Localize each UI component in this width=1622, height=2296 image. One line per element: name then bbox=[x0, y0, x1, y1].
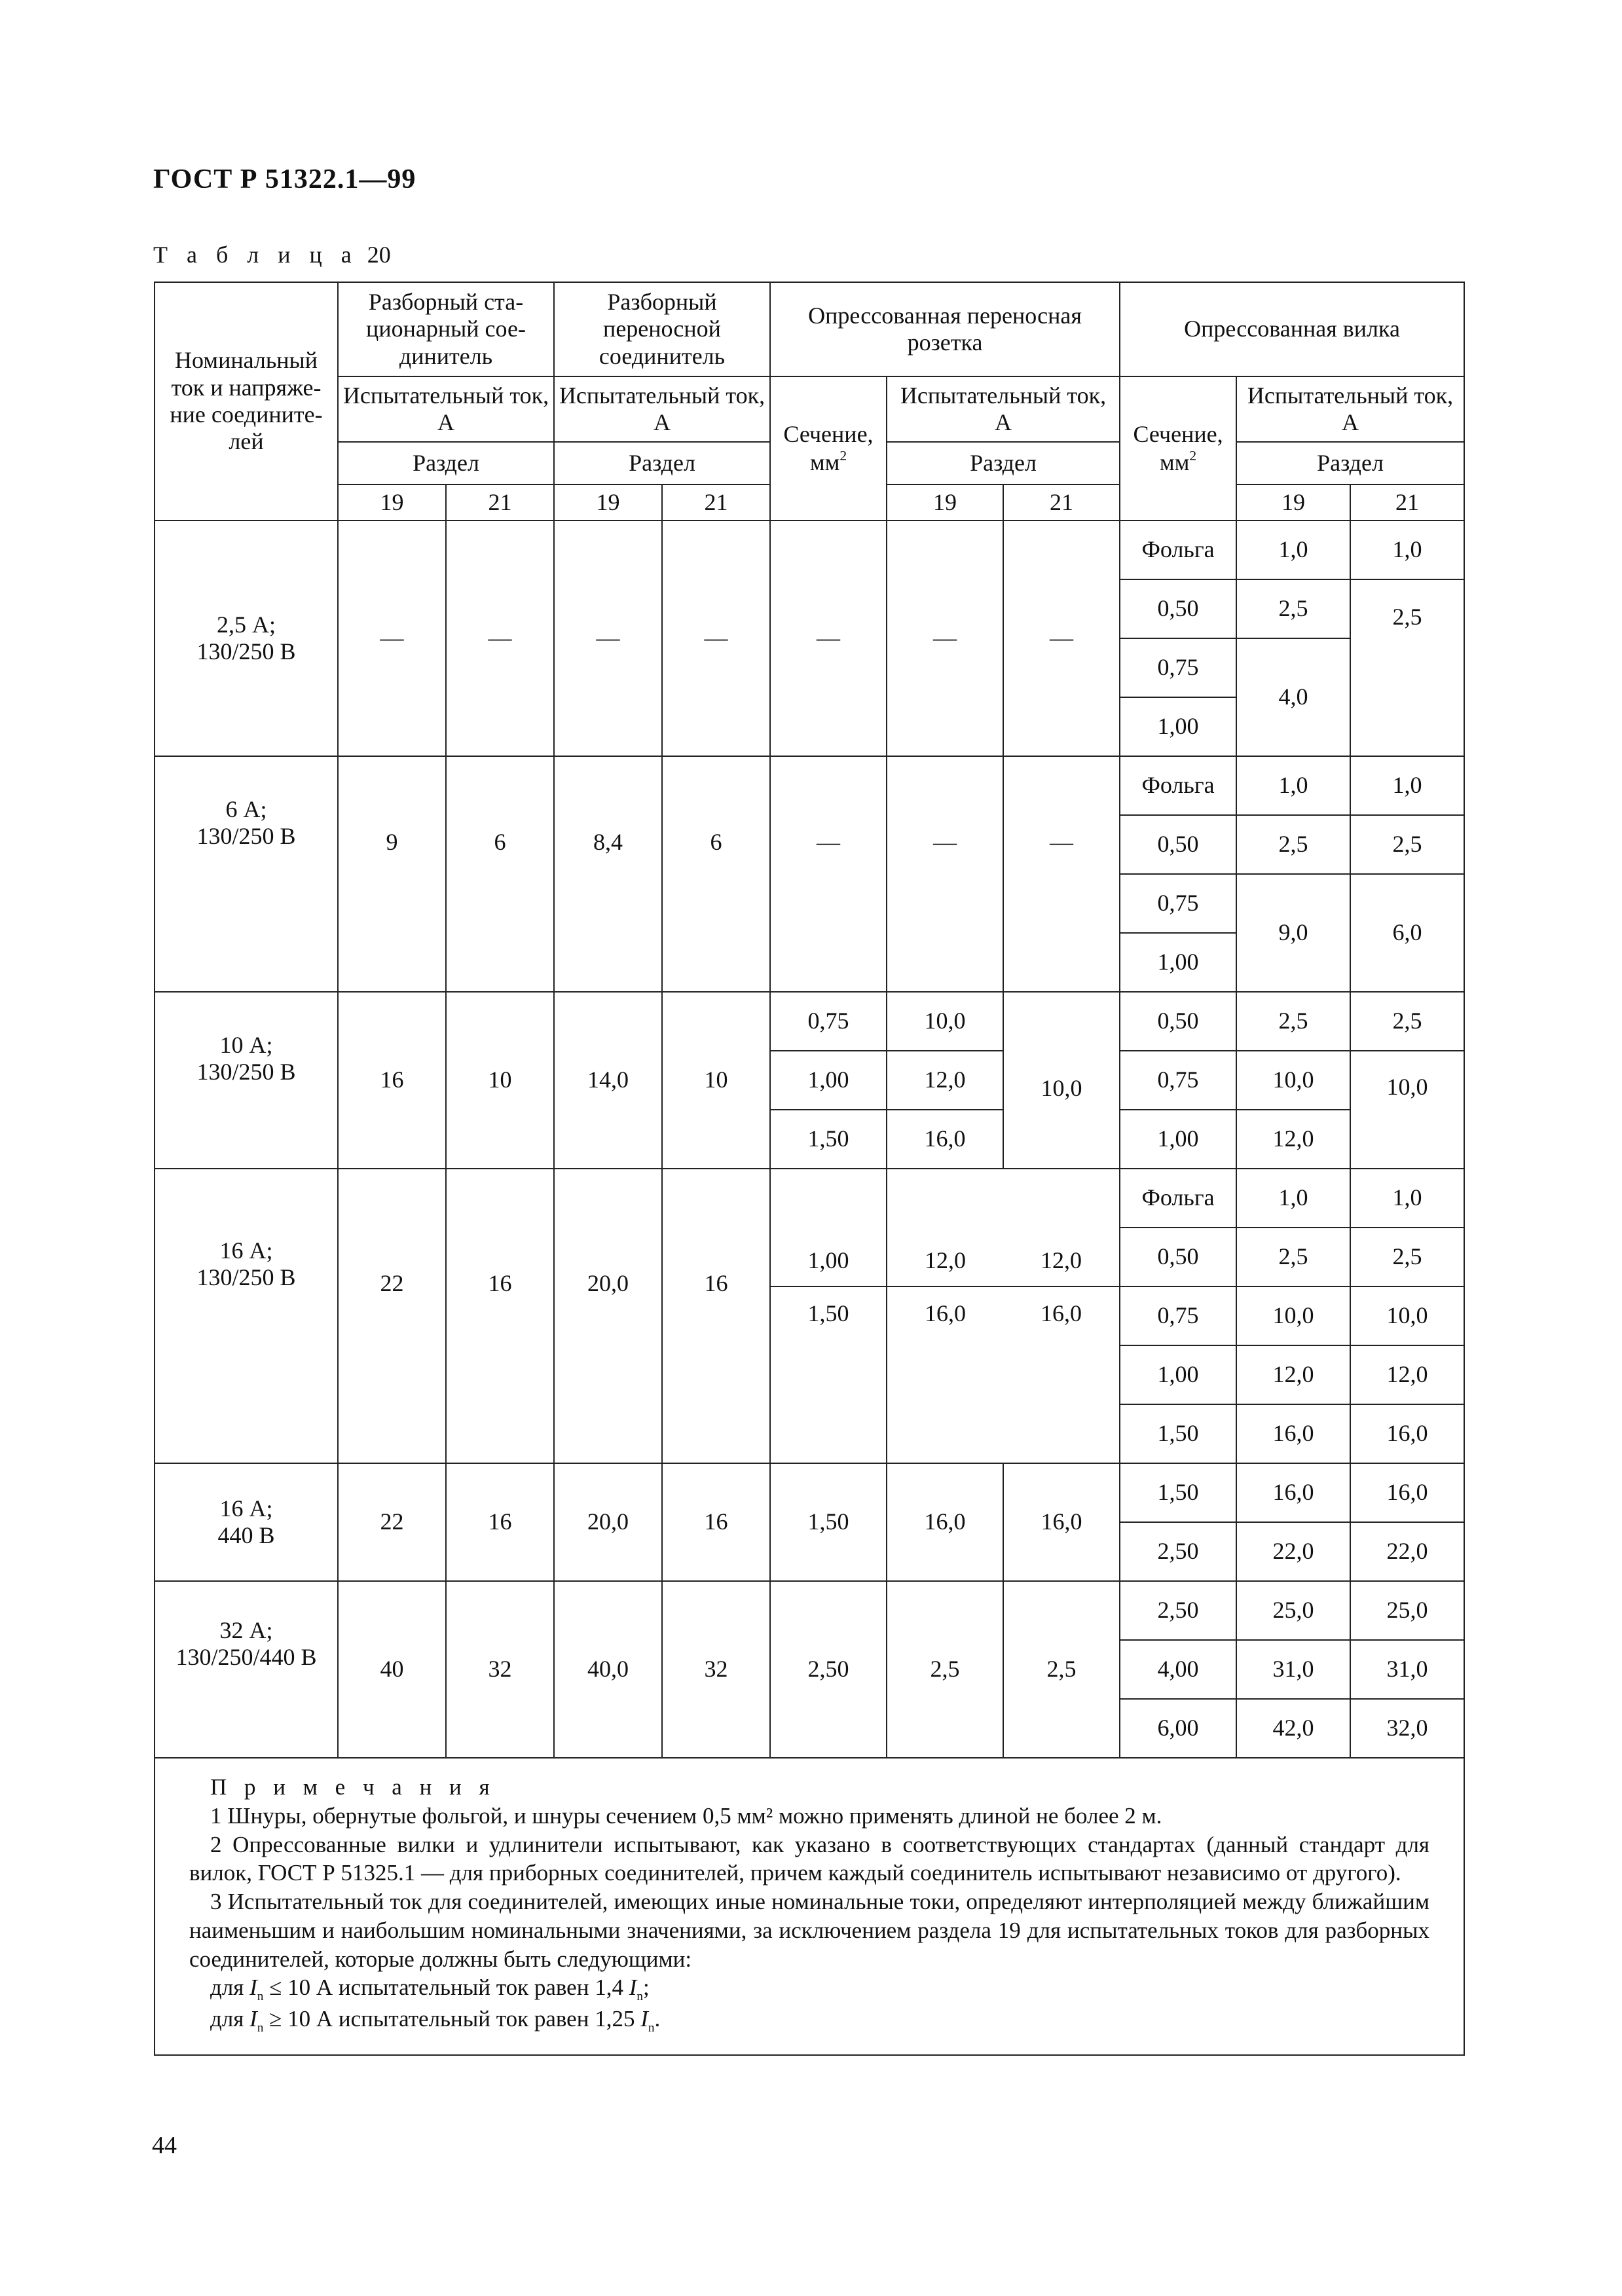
table-cell: 32,0 bbox=[1350, 1699, 1464, 1758]
table-cell: 1,0 bbox=[1350, 756, 1464, 815]
table-cell: 22,0 bbox=[1236, 1522, 1350, 1581]
table-cell: 2,5 bbox=[1236, 815, 1350, 874]
table-cell: 42,0 bbox=[1236, 1699, 1350, 1758]
table-cell: 20,0 bbox=[554, 1463, 662, 1581]
clause-19: 19 bbox=[1236, 484, 1350, 520]
rating-cell: 16 А; 130/250 В bbox=[155, 1169, 338, 1463]
table-cell: 16,0 bbox=[1236, 1404, 1350, 1463]
table-row bbox=[155, 992, 1464, 1051]
table-cell: 40,0 bbox=[554, 1581, 662, 1758]
header-rating: Номинальный ток и напряже-ние соедините-лей bbox=[155, 282, 338, 520]
rating-cell: 6 А; 130/250 В bbox=[155, 756, 338, 992]
table-cell: 0,75 bbox=[1120, 1051, 1236, 1110]
table-cell: 10 bbox=[662, 992, 770, 1169]
clause-19: 19 bbox=[554, 484, 662, 520]
table-cell: 32 bbox=[662, 1581, 770, 1758]
table-cell: 0,75 bbox=[770, 992, 887, 1051]
table-cell: 16,0 bbox=[887, 1110, 1003, 1169]
table-cell: 6 bbox=[446, 756, 554, 992]
table-cell: 16 bbox=[338, 992, 446, 1169]
table-cell: 31,0 bbox=[1236, 1640, 1350, 1699]
table-cell: 9,0 bbox=[1236, 874, 1350, 992]
table-cell: 1,0 bbox=[1236, 520, 1350, 579]
table-cell: 14,0 bbox=[554, 992, 662, 1169]
test-current-table bbox=[154, 282, 1465, 2056]
clause-21: 21 bbox=[1350, 484, 1464, 520]
table-cell: 1,50 bbox=[770, 1463, 887, 1581]
clause-21: 21 bbox=[662, 484, 770, 520]
table-cell: 22 bbox=[338, 1169, 446, 1463]
table-cell: 16,0 bbox=[1236, 1463, 1350, 1522]
table-cell: 9 bbox=[338, 756, 446, 992]
table-cell: 12,0 bbox=[1350, 1345, 1464, 1404]
table-cell: 2,50 bbox=[1120, 1581, 1236, 1640]
table-cell: 2,5 bbox=[1350, 1228, 1464, 1286]
table-cell: 12,0 bbox=[1003, 1169, 1120, 1286]
note-3-line-b: для $I_n \ge 10$ А испытательный ток равен 1,25 $I_n$. bbox=[210, 2006, 661, 2035]
table-row bbox=[155, 1463, 1464, 1522]
table-cell: 12,0 bbox=[1236, 1345, 1350, 1404]
table-row bbox=[155, 756, 1464, 815]
header-test-current: Испытательный ток, А bbox=[887, 376, 1120, 442]
header-test-current: Испытательный ток, А bbox=[1236, 376, 1464, 442]
table-cell: 2,5 bbox=[1003, 1581, 1120, 1758]
table-row bbox=[155, 1169, 1464, 1228]
table-cell: 2,50 bbox=[1120, 1522, 1236, 1581]
table-cell: 16 bbox=[446, 1169, 554, 1463]
table-cell: 8,4 bbox=[554, 756, 662, 992]
table-cell: 4,0 bbox=[1236, 638, 1350, 756]
table-cell: 16 bbox=[662, 1463, 770, 1581]
table-cell: 2,5 bbox=[1350, 579, 1464, 756]
table-cell: 1,00 bbox=[1120, 1345, 1236, 1404]
table-cell: 6 bbox=[662, 756, 770, 992]
notes-title: П р и м е ч а н и я bbox=[210, 1774, 496, 1800]
table-cell: 32 bbox=[446, 1581, 554, 1758]
table-cell: — bbox=[1003, 756, 1120, 992]
table-cell: 10,0 bbox=[1236, 1051, 1350, 1110]
table-cell: 1,00 bbox=[1120, 1110, 1236, 1169]
table-cell: 16,0 bbox=[887, 1286, 1003, 1463]
table-cell: Фольга bbox=[1120, 756, 1236, 815]
table-cell: 1,00 bbox=[770, 1051, 887, 1110]
table-cell: — bbox=[887, 520, 1003, 756]
table-cell: — bbox=[887, 756, 1003, 992]
table-cell: — bbox=[338, 520, 446, 756]
clause-21: 21 bbox=[1003, 484, 1120, 520]
table-cell: 2,5 bbox=[1350, 815, 1464, 874]
note-1: 1 Шнуры, обернутые фольгой, и шнуры сечением 0,5 мм² можно применять длиной не более 2 м. bbox=[210, 1802, 1162, 1829]
table-cell: 10,0 bbox=[1350, 1286, 1464, 1345]
table-cell: 16,0 bbox=[1350, 1404, 1464, 1463]
table-cell: 1,50 bbox=[770, 1110, 887, 1169]
table-cell: 4,00 bbox=[1120, 1640, 1236, 1699]
table-cell: Фольга bbox=[1120, 1169, 1236, 1228]
header-rewirable-portable: Разборный переносной соединитель bbox=[554, 282, 770, 376]
table-cell: 0,75 bbox=[1120, 1286, 1236, 1345]
header-section-area: Сечение, $мм^2$ bbox=[770, 376, 887, 520]
rating-cell: 32 А; 130/250/440 В bbox=[155, 1581, 338, 1758]
table-cell: 2,5 bbox=[1236, 1228, 1350, 1286]
header-rewirable-fixed: Разборный ста-ционарный сое-динитель bbox=[338, 282, 554, 376]
table-cell: 1,0 bbox=[1236, 1169, 1350, 1228]
page-number: 44 bbox=[152, 2132, 177, 2159]
table-cell: 10,0 bbox=[1003, 992, 1120, 1169]
note-3-line-a: для $I_n \le 10$ А испытательный ток равен 1,4 $I_n$; bbox=[210, 1975, 650, 2004]
header-clause: Раздел bbox=[338, 442, 554, 484]
table-cell: — bbox=[554, 520, 662, 756]
document-header: ГОСТ Р 51322.1—99 bbox=[153, 164, 416, 194]
table-cell: 0,75 bbox=[1120, 638, 1236, 697]
table-row bbox=[155, 520, 1464, 579]
table-cell: 0,50 bbox=[1120, 815, 1236, 874]
rating-cell: 10 А; 130/250 В bbox=[155, 992, 338, 1169]
table-number: 20 bbox=[367, 242, 391, 268]
table-cell: 2,50 bbox=[770, 1581, 887, 1758]
header-clause: Раздел bbox=[1236, 442, 1464, 484]
table-cell: Фольга bbox=[1120, 520, 1236, 579]
table-cell: — bbox=[770, 756, 887, 992]
table-cell: 16,0 bbox=[1350, 1463, 1464, 1522]
table-cell: 1,00 bbox=[770, 1169, 887, 1286]
table-cell: 1,50 bbox=[1120, 1404, 1236, 1463]
table-caption bbox=[153, 241, 391, 268]
table-cell: 2,5 bbox=[1236, 992, 1350, 1051]
table-cell: 10,0 bbox=[1236, 1286, 1350, 1345]
table-cell: 1,50 bbox=[1120, 1463, 1236, 1522]
header-clause: Раздел bbox=[554, 442, 770, 484]
table-cell: 1,0 bbox=[1236, 756, 1350, 815]
clause-19: 19 bbox=[338, 484, 446, 520]
table-cell: 22 bbox=[338, 1463, 446, 1581]
table-cell: 22,0 bbox=[1350, 1522, 1464, 1581]
table-caption-label: Т а б л и ц а bbox=[153, 242, 358, 268]
note-2: 2 Опрессованные вилки и удлинители испытывают, как указано в соответствующих стандартах (данный стандарт для вилок, ГОСТ Р 51325.1 — для приборных соединителей, причем каждый соединитель испытывают независимо от другого). bbox=[189, 1831, 1430, 1886]
table-cell: 25,0 bbox=[1236, 1581, 1350, 1640]
table-cell: 6,00 bbox=[1120, 1699, 1236, 1758]
table-cell: 16,0 bbox=[1003, 1286, 1120, 1463]
table-cell: 12,0 bbox=[887, 1169, 1003, 1286]
table-cell: 2,5 bbox=[1350, 992, 1464, 1051]
table-cell: — bbox=[662, 520, 770, 756]
rating-cell: 16 А; 440 В bbox=[155, 1463, 338, 1581]
table-cell: 16,0 bbox=[887, 1463, 1003, 1581]
table-cell: 1,50 bbox=[770, 1286, 887, 1463]
table-cell: 10,0 bbox=[1350, 1051, 1464, 1169]
table-cell: 31,0 bbox=[1350, 1640, 1464, 1699]
table-cell: — bbox=[1003, 520, 1120, 756]
note-3: 3 Испытательный ток для соединителей, имеющих иные номинальные токи, определяют интерполяцией между ближайшим наименьшим и наибольшим номинальными значениями, за исключением раздела 19 для испытательных токов для разборных соединителей, которые должны быть следующими: bbox=[189, 1889, 1430, 1972]
table-cell: 16 bbox=[446, 1463, 554, 1581]
table-row bbox=[155, 1581, 1464, 1640]
table-cell: 6,0 bbox=[1350, 874, 1464, 992]
table-cell: 2,5 bbox=[887, 1581, 1003, 1758]
table-cell: 1,0 bbox=[1350, 1169, 1464, 1228]
table-cell: 2,5 bbox=[1236, 579, 1350, 638]
header-test-current: Испытательный ток, А bbox=[554, 376, 770, 442]
header-test-current: Испытательный ток, А bbox=[338, 376, 554, 442]
header-clause: Раздел bbox=[887, 442, 1120, 484]
table-cell: 12,0 bbox=[1236, 1110, 1350, 1169]
table-notes bbox=[155, 1758, 1464, 2055]
table-cell: 0,75 bbox=[1120, 874, 1236, 933]
table-cell: 16 bbox=[662, 1169, 770, 1463]
header-section-area: Сечение, $мм^2$ bbox=[1120, 376, 1236, 520]
clause-21: 21 bbox=[446, 484, 554, 520]
table-cell: 20,0 bbox=[554, 1169, 662, 1463]
table-cell: 10 bbox=[446, 992, 554, 1169]
table-cell: 16,0 bbox=[1003, 1463, 1120, 1581]
rating-cell: 2,5 А; 130/250 В bbox=[155, 520, 338, 756]
table-cell: — bbox=[446, 520, 554, 756]
table-cell: 1,00 bbox=[1120, 933, 1236, 992]
table-cell: 0,50 bbox=[1120, 1228, 1236, 1286]
table-cell: — bbox=[770, 520, 887, 756]
table-cell: 10,0 bbox=[887, 992, 1003, 1051]
table-cell: 1,00 bbox=[1120, 697, 1236, 756]
header-moulded-plug: Опрессованная вилка bbox=[1120, 282, 1464, 376]
table-cell: 40 bbox=[338, 1581, 446, 1758]
table-cell: 1,0 bbox=[1350, 520, 1464, 579]
table-cell: 0,50 bbox=[1120, 579, 1236, 638]
header-moulded-outlet: Опрессованная переносная розетка bbox=[770, 282, 1120, 376]
clause-19: 19 bbox=[887, 484, 1003, 520]
table-cell: 25,0 bbox=[1350, 1581, 1464, 1640]
table-cell: 12,0 bbox=[887, 1051, 1003, 1110]
table-cell: 0,50 bbox=[1120, 992, 1236, 1051]
